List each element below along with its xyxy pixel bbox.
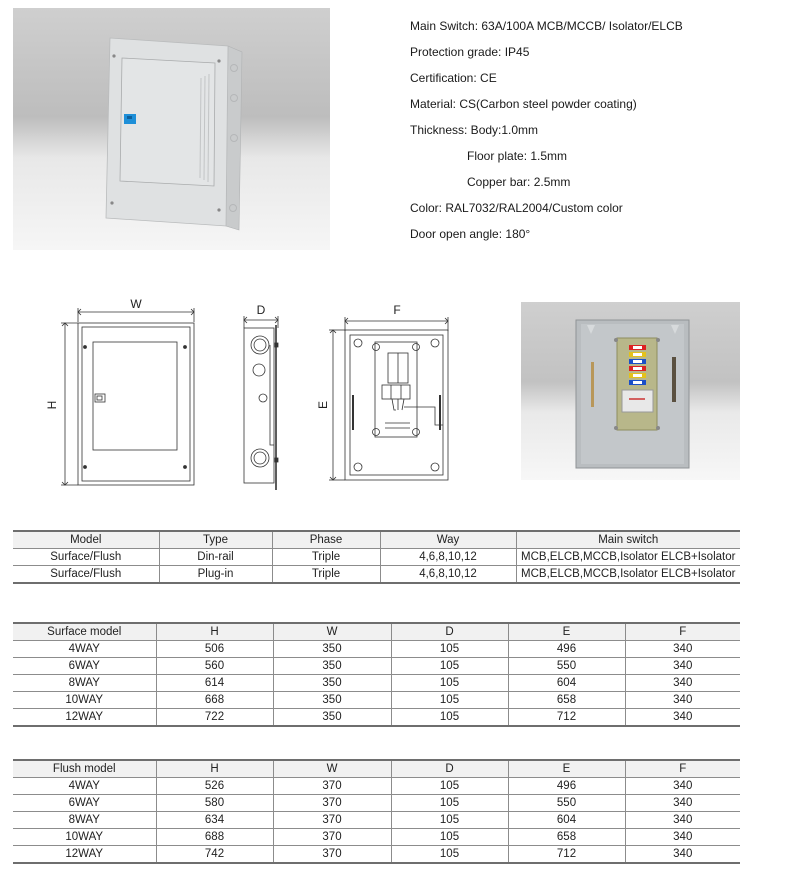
table-cell: 350 bbox=[273, 692, 391, 709]
table-cell: 340 bbox=[625, 658, 740, 675]
table-cell: 4,6,8,10,12 bbox=[380, 566, 516, 584]
column-header: Flush model bbox=[13, 760, 156, 778]
column-header: D bbox=[391, 623, 508, 641]
column-header: E bbox=[508, 623, 625, 641]
table-cell: 496 bbox=[508, 778, 625, 795]
table-cell: 10WAY bbox=[13, 829, 156, 846]
table-cell: 604 bbox=[508, 675, 625, 692]
table-cell: 12WAY bbox=[13, 709, 156, 727]
flush-model-table bbox=[13, 759, 740, 864]
table-cell: 10WAY bbox=[13, 692, 156, 709]
table-cell: 560 bbox=[156, 658, 273, 675]
table-header-row bbox=[13, 623, 740, 641]
table-cell: Plug-in bbox=[159, 566, 272, 584]
table-cell: 105 bbox=[391, 812, 508, 829]
spec-thickness-body: Thickness: Body:1.0mm bbox=[410, 123, 539, 137]
table-cell: 6WAY bbox=[13, 658, 156, 675]
table-cell: 105 bbox=[391, 846, 508, 864]
width-dimension-label: W bbox=[130, 297, 142, 311]
spec-protection-grade: Protection grade: IP45 bbox=[410, 45, 530, 59]
surface-model-table bbox=[13, 622, 740, 727]
table-cell: 658 bbox=[508, 692, 625, 709]
table-cell: 350 bbox=[273, 641, 391, 658]
table-cell: 105 bbox=[391, 829, 508, 846]
column-header: W bbox=[273, 623, 391, 641]
product-photo-open bbox=[521, 302, 740, 480]
inner-height-dimension-label: E bbox=[316, 400, 330, 410]
table-cell: 742 bbox=[156, 846, 273, 864]
enclosure-open-illustration bbox=[521, 302, 740, 480]
table-cell: 722 bbox=[156, 709, 273, 727]
table-cell: Triple bbox=[272, 549, 380, 566]
side-view-drawing bbox=[244, 316, 278, 490]
column-header: Way bbox=[380, 531, 516, 549]
table-row bbox=[13, 778, 740, 795]
table-cell: Surface/Flush bbox=[13, 549, 159, 566]
spec-thickness-copper-bar: Copper bar: 2.5mm bbox=[467, 175, 571, 189]
table-cell: 340 bbox=[625, 795, 740, 812]
table-cell: 105 bbox=[391, 778, 508, 795]
table-cell: 688 bbox=[156, 829, 273, 846]
product-photo-closed bbox=[13, 8, 330, 250]
table-cell: 658 bbox=[508, 829, 625, 846]
table-cell: 712 bbox=[508, 846, 625, 864]
table-header-row bbox=[13, 760, 740, 778]
table-cell: 6WAY bbox=[13, 795, 156, 812]
table-cell: 105 bbox=[391, 692, 508, 709]
front-view-drawing bbox=[61, 308, 194, 485]
inner-view-drawing bbox=[329, 317, 448, 480]
spec-door-open-angle: Door open angle: 180° bbox=[410, 227, 531, 241]
column-header: H bbox=[156, 623, 273, 641]
table-cell: 370 bbox=[273, 812, 391, 829]
spec-color: Color: RAL7032/RAL2004/Custom color bbox=[410, 201, 623, 215]
column-header: Model bbox=[13, 531, 159, 549]
specifications-list bbox=[410, 19, 790, 253]
table-cell: 526 bbox=[156, 778, 273, 795]
table-cell: 350 bbox=[273, 658, 391, 675]
enclosure-closed-illustration bbox=[13, 8, 330, 250]
table-row bbox=[13, 641, 740, 658]
column-header: H bbox=[156, 760, 273, 778]
column-header: Type bbox=[159, 531, 272, 549]
depth-dimension-label: D bbox=[256, 303, 266, 317]
table-cell: 340 bbox=[625, 709, 740, 727]
table-cell: 340 bbox=[625, 778, 740, 795]
table-cell: 105 bbox=[391, 675, 508, 692]
table-cell: 105 bbox=[391, 658, 508, 675]
table-cell: 8WAY bbox=[13, 812, 156, 829]
table-cell: 4WAY bbox=[13, 778, 156, 795]
table-cell: 614 bbox=[156, 675, 273, 692]
table-row bbox=[13, 549, 740, 566]
column-header: Main switch bbox=[516, 531, 740, 549]
spec-certification: Certification: CE bbox=[410, 71, 497, 85]
table-row bbox=[13, 829, 740, 846]
table-cell: 370 bbox=[273, 778, 391, 795]
column-header: F bbox=[625, 760, 740, 778]
table-row bbox=[13, 709, 740, 727]
column-header: E bbox=[508, 760, 625, 778]
table-cell: 4WAY bbox=[13, 641, 156, 658]
table-row bbox=[13, 812, 740, 829]
table-cell: 370 bbox=[273, 795, 391, 812]
spec-material: Material: CS(Carbon steel powder coating) bbox=[410, 97, 637, 111]
table-cell: 340 bbox=[625, 812, 740, 829]
table-header-row bbox=[13, 531, 740, 549]
table-cell: Triple bbox=[272, 566, 380, 584]
table-cell: 340 bbox=[625, 641, 740, 658]
table-row bbox=[13, 566, 740, 584]
table-cell: 340 bbox=[625, 829, 740, 846]
table-cell: 506 bbox=[156, 641, 273, 658]
table-cell: 4,6,8,10,12 bbox=[380, 549, 516, 566]
inner-width-dimension-label: F bbox=[393, 303, 401, 317]
table-cell: 550 bbox=[508, 795, 625, 812]
table-cell: 340 bbox=[625, 675, 740, 692]
table-cell: 340 bbox=[625, 692, 740, 709]
table-cell: 370 bbox=[273, 829, 391, 846]
table-cell: 550 bbox=[508, 658, 625, 675]
table-row bbox=[13, 846, 740, 864]
table-cell: MCB,ELCB,MCCB,Isolator ELCB+Isolator bbox=[516, 566, 740, 584]
table-cell: 496 bbox=[508, 641, 625, 658]
column-header: W bbox=[273, 760, 391, 778]
table-cell: 604 bbox=[508, 812, 625, 829]
table-cell: 350 bbox=[273, 675, 391, 692]
table-cell: 580 bbox=[156, 795, 273, 812]
table-cell: 12WAY bbox=[13, 846, 156, 864]
dimension-drawings bbox=[40, 295, 460, 495]
table-cell: Surface/Flush bbox=[13, 566, 159, 584]
table-cell: 634 bbox=[156, 812, 273, 829]
table-row bbox=[13, 692, 740, 709]
table-row bbox=[13, 795, 740, 812]
table-cell: 350 bbox=[273, 709, 391, 727]
table-cell: 340 bbox=[625, 846, 740, 864]
general-spec-table bbox=[13, 530, 740, 584]
table-cell: MCB,ELCB,MCCB,Isolator ELCB+Isolator bbox=[516, 549, 740, 566]
table-cell: 8WAY bbox=[13, 675, 156, 692]
table-cell: 370 bbox=[273, 846, 391, 864]
table-row bbox=[13, 658, 740, 675]
height-dimension-label: H bbox=[45, 400, 59, 410]
table-cell: 668 bbox=[156, 692, 273, 709]
spec-thickness-floor-plate: Floor plate: 1.5mm bbox=[467, 149, 568, 163]
column-header: Phase bbox=[272, 531, 380, 549]
table-cell: 105 bbox=[391, 795, 508, 812]
column-header: Surface model bbox=[13, 623, 156, 641]
column-header: F bbox=[625, 623, 740, 641]
table-cell: Din-rail bbox=[159, 549, 272, 566]
table-cell: 105 bbox=[391, 641, 508, 658]
table-row bbox=[13, 675, 740, 692]
spec-main-switch: Main Switch: 63A/100A MCB/MCCB/ Isolator/ELCB bbox=[410, 19, 683, 33]
table-cell: 105 bbox=[391, 709, 508, 727]
table-cell: 712 bbox=[508, 709, 625, 727]
column-header: D bbox=[391, 760, 508, 778]
